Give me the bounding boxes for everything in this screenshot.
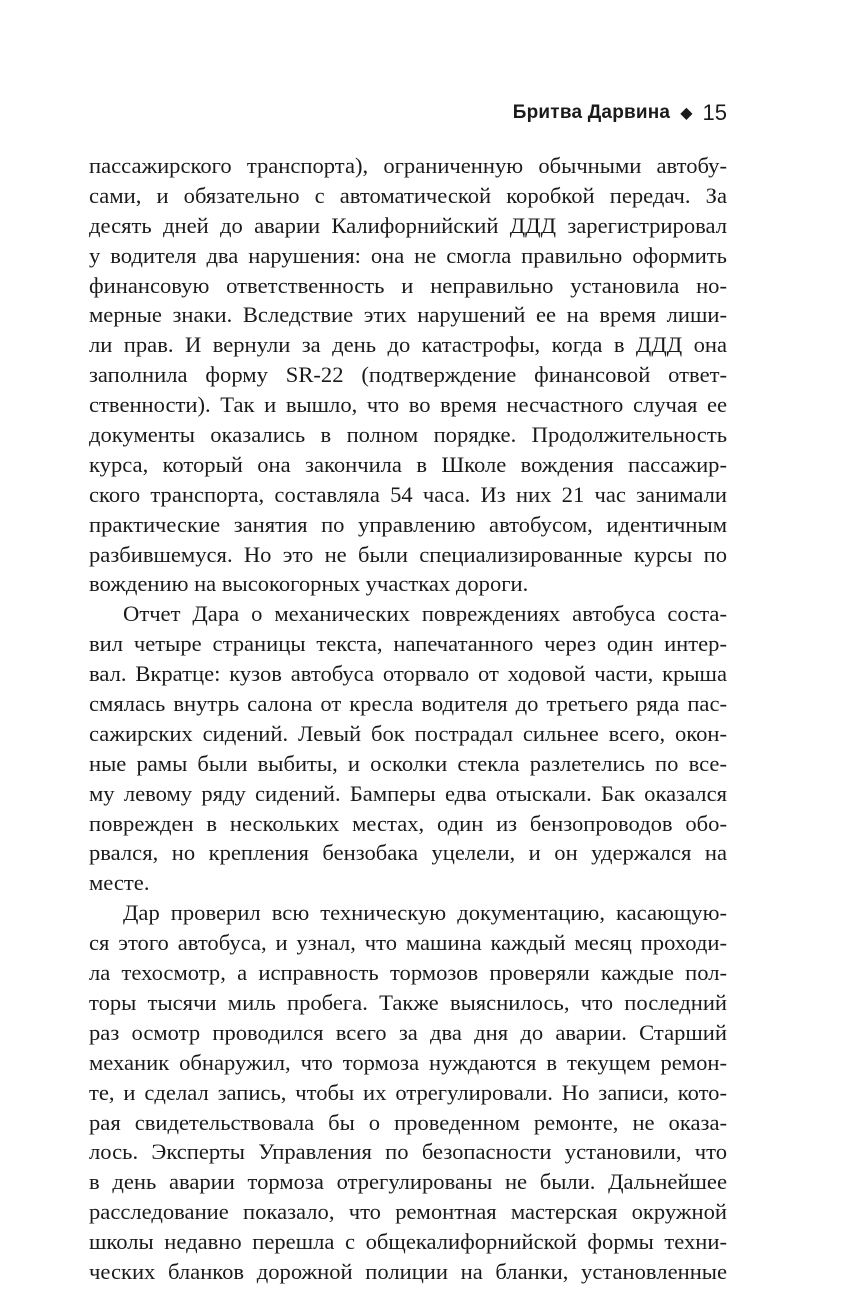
running-head	[513, 96, 727, 130]
text-line: ческих бланков дорожной полиции на бланки, установленные	[89, 1258, 727, 1284]
text-line: пассажирского транспорта), ограниченную обычными автобу-	[89, 153, 727, 178]
text-line: заполнила форму SR-22 (подтверждение финансовой ответ-	[89, 362, 727, 388]
text-line: у водителя два нарушения: она не смогла правильно оформить	[89, 242, 727, 268]
text-line: документы оказались в полном порядке. Продолжительность	[89, 422, 727, 448]
running-head-title: Бритва Дарвина	[512, 102, 671, 123]
text-line: ского транспорта, составляла 54 часа. Из них 21 час занимали	[89, 481, 727, 507]
text-line: расследование показало, что ремонтная мастерская окружной	[89, 1199, 727, 1225]
text-line: месте.	[89, 870, 150, 896]
text-line: торы тысячи миль пробега. Также выяснилось, что последний	[89, 989, 727, 1015]
text-line: курса, который она закончила в Школе вождения пассажир-	[89, 451, 727, 477]
text-line: финансовую ответственность и неправильно установила но-	[89, 272, 727, 298]
text-line: разбившемуся. Но это не были специализированные курсы по	[89, 541, 727, 567]
body-text	[89, 151, 727, 1287]
text-line: рвался, но крепления бензобака уцелели, и он удержался на	[89, 840, 727, 866]
text-line: ли прав. И вернули за день до катастрофы, когда в ДДД она	[89, 332, 727, 358]
paragraph	[89, 599, 727, 898]
text-line: ные рамы были выбиты, и осколки стекла разлетелись по все-	[89, 750, 727, 776]
text-line: ся этого автобуса, и узнал, что машина каждый месяц проходи-	[89, 930, 727, 956]
text-line: те, и сделал запись, чтобы их отрегулировали. Но записи, кото-	[89, 1079, 727, 1105]
text-line: раз осмотр проводился всего за два дня до аварии. Старший	[89, 1019, 727, 1045]
text-line: Отчет Дара о механических повреждениях автобуса соста-	[123, 601, 727, 627]
text-line: рая свидетельствовала бы о проведенном ремонте, не оказа-	[89, 1109, 727, 1135]
text-line: десять дней до аварии Калифорнийский ДДД зарегистрировал	[89, 212, 727, 238]
diamond-ornament-icon: ◆	[680, 105, 693, 122]
text-line: практические занятия по управлению автобусом, идентичным	[89, 511, 727, 537]
text-line: поврежден в нескольких местах, один из бензопроводов обо-	[89, 810, 727, 836]
text-line: в день аварии тормоза отрегулированы не были. Дальнейшее	[89, 1169, 727, 1195]
text-line: сажирских сидений. Левый бок пострадал сильнее всего, окон-	[89, 720, 727, 746]
text-line: сами, и обязательно с автоматической коробкой передач. За	[89, 182, 727, 208]
text-line: механик обнаружил, что тормоза нуждаются в текущем ремон-	[89, 1049, 727, 1075]
text-line: вил четыре страницы текста, напечатанного через один интер-	[89, 631, 727, 657]
paragraph	[89, 898, 727, 1287]
text-line: вождению на высокогорных участках дороги.	[89, 571, 529, 597]
text-line: Дар проверил всю техническую документацию, касающую-	[123, 900, 727, 926]
text-line: му левому ряду сидений. Бамперы едва отыскали. Бак оказался	[89, 780, 727, 806]
text-line: ственности). Так и вышло, что во время несчастного случая ее	[89, 392, 727, 418]
text-line: ла техосмотр, а исправность тормозов проверяли каждые пол-	[89, 960, 727, 986]
text-line: смялась внутрь салона от кресла водителя до третьего ряда пас-	[89, 691, 727, 717]
text-line: лось. Эксперты Управления по безопасности установили, что	[89, 1139, 727, 1165]
paragraph	[89, 151, 727, 599]
text-line: мерные знаки. Вследствие этих нарушений ее на время лиши-	[89, 302, 727, 328]
text-line: вал. Вкратце: кузов автобуса оторвало от ходовой части, крыша	[89, 661, 727, 687]
text-line: школы недавно перешла с общекалифорнийской формы техни-	[89, 1229, 727, 1255]
page-number: 15	[702, 100, 727, 125]
